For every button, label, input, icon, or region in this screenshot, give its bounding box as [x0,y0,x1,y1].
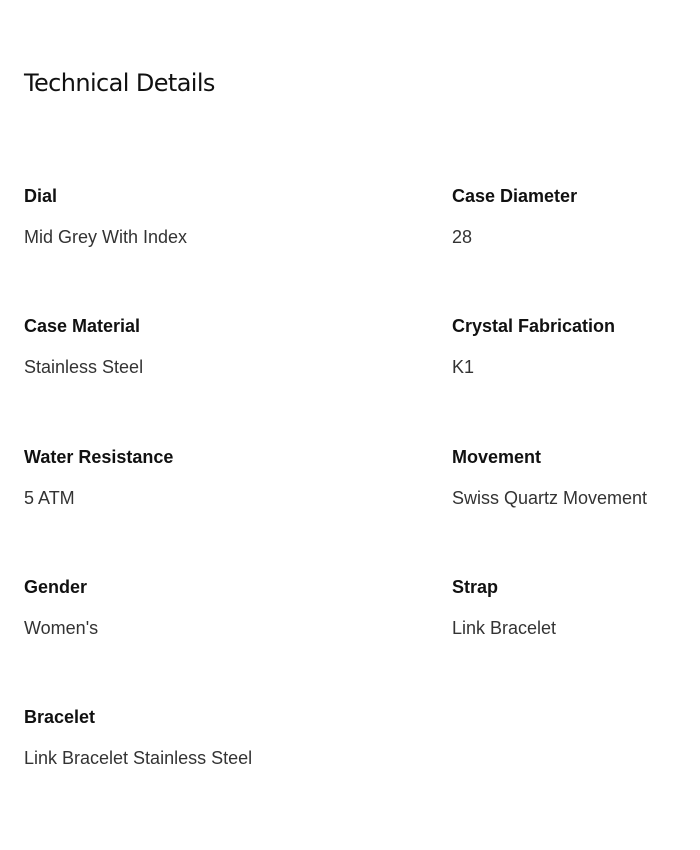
spec-water-resistance [24,446,264,509]
spec-bracelet [24,706,264,769]
spec-label: Case Material [24,316,141,336]
spec-value: Mid Grey With Index [24,227,188,247]
spec-value: Link Bracelet Stainless Steel [24,748,253,768]
spec-value: Swiss Quartz Movement [452,488,648,508]
spec-label: Dial [24,186,58,206]
spec-label: Movement [452,447,542,467]
spec-movement [452,446,692,509]
spec-label: Crystal Fabrication [452,316,616,336]
spec-label: Water Resistance [24,447,174,467]
spec-value: 5 ATM [24,488,75,508]
spec-value: K1 [452,357,475,377]
spec-label: Gender [24,577,88,597]
spec-gender [24,576,264,639]
spec-case-material [24,315,264,378]
spec-case-diameter [452,185,692,248]
spec-strap [452,576,692,639]
spec-label: Bracelet [24,707,96,727]
section-title: Technical Details [24,69,215,97]
spec-label: Case Diameter [452,186,578,206]
spec-label: Strap [452,577,499,597]
spec-dial [24,185,264,248]
spec-value: Women's [24,618,99,638]
spec-value: Link Bracelet [452,618,557,638]
spec-value: Stainless Steel [24,357,144,377]
spec-value: 28 [452,227,473,247]
spec-crystal-fabrication [452,315,692,378]
